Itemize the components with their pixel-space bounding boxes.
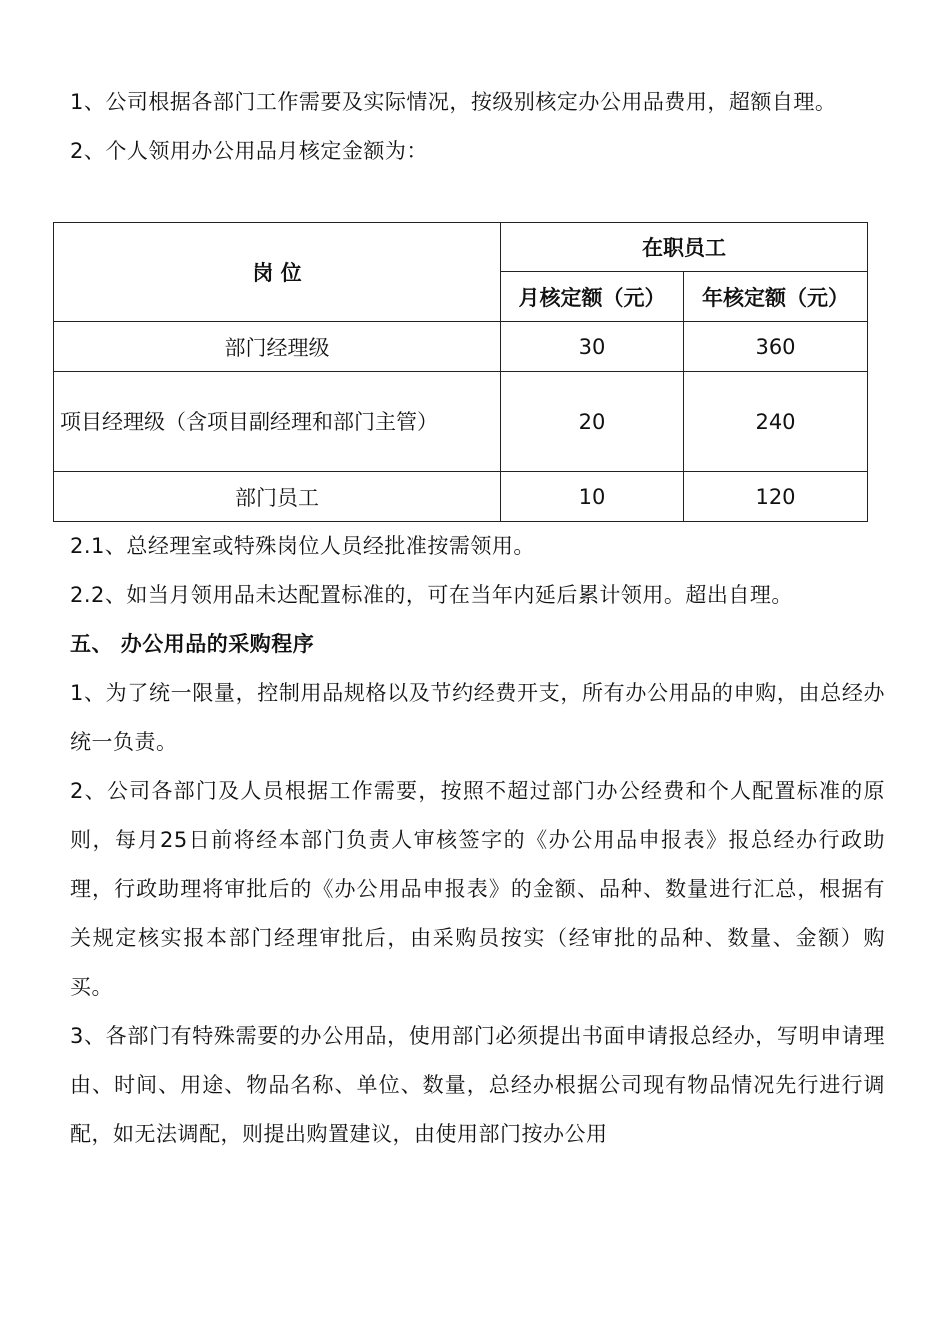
table-row <box>54 372 868 472</box>
table-row <box>54 472 868 522</box>
paragraph-monthly-quota-intro: 2、个人领用办公用品月核定金额为： <box>70 139 428 163</box>
table-row <box>54 322 868 372</box>
cell-yearly: 240 <box>684 372 868 472</box>
section-heading: 五、 办公用品的采购程序 <box>70 632 315 656</box>
cell-monthly: 30 <box>501 322 684 372</box>
quota-table <box>53 222 868 522</box>
table-header-row <box>54 223 868 272</box>
paragraph-procurement-3: 3、各部门有特殊需要的办公用品，使用部门必须提出书面申请报总经办，写明申请理由、时间、用途、物品名称、单位、数量，总经办根据公司现有物品情况先行进行调配，如无法调配，则提出购置建议，由使用部门按办公用 <box>70 1024 885 1146</box>
paragraph-2-1: 2.1、总经理室或特殊岗位人员经批准按需领用。 <box>70 534 535 558</box>
paragraph-procurement-1: 1、为了统一限量，控制用品规格以及节约经费开支，所有办公用品的申购，由总经办统一负责。 <box>70 681 885 754</box>
paragraph-procurement-2: 2、公司各部门及人员根据工作需要，按照不超过部门办公经费和个人配置标准的原则，每月25日前将经本部门负责人审核签字的《办公用品申报表》报总经办行政助理，行政助理将审批后的《办公用品申报表》的金额、品种、数量进行汇总，根据有关规定核实报本部门经理审批后，由采购员按实（经审批的品种、数量、金额）购买。 <box>70 779 885 999</box>
header-employees: 在职员工 <box>501 223 868 272</box>
paragraph-2-2: 2.2、如当月领用品未达配置标准的，可在当年内延后累计领用。超出自理。 <box>70 583 793 607</box>
cell-yearly: 120 <box>684 472 868 522</box>
document-page <box>60 78 885 1159</box>
cell-position: 部门经理级 <box>54 322 501 372</box>
header-position: 岗 位 <box>54 223 501 322</box>
cell-position: 项目经理级（含项目副经理和部门主管） <box>54 372 501 472</box>
header-monthly: 月核定额（元） <box>501 272 684 322</box>
cell-yearly: 360 <box>684 322 868 372</box>
header-yearly: 年核定额（元） <box>684 272 868 322</box>
cell-monthly: 20 <box>501 372 684 472</box>
spacer <box>70 176 885 222</box>
paragraph-expense-rule: 1、公司根据各部门工作需要及实际情况，按级别核定办公用品费用，超额自理。 <box>70 90 837 114</box>
cell-position: 部门员工 <box>54 472 501 522</box>
cell-monthly: 10 <box>501 472 684 522</box>
